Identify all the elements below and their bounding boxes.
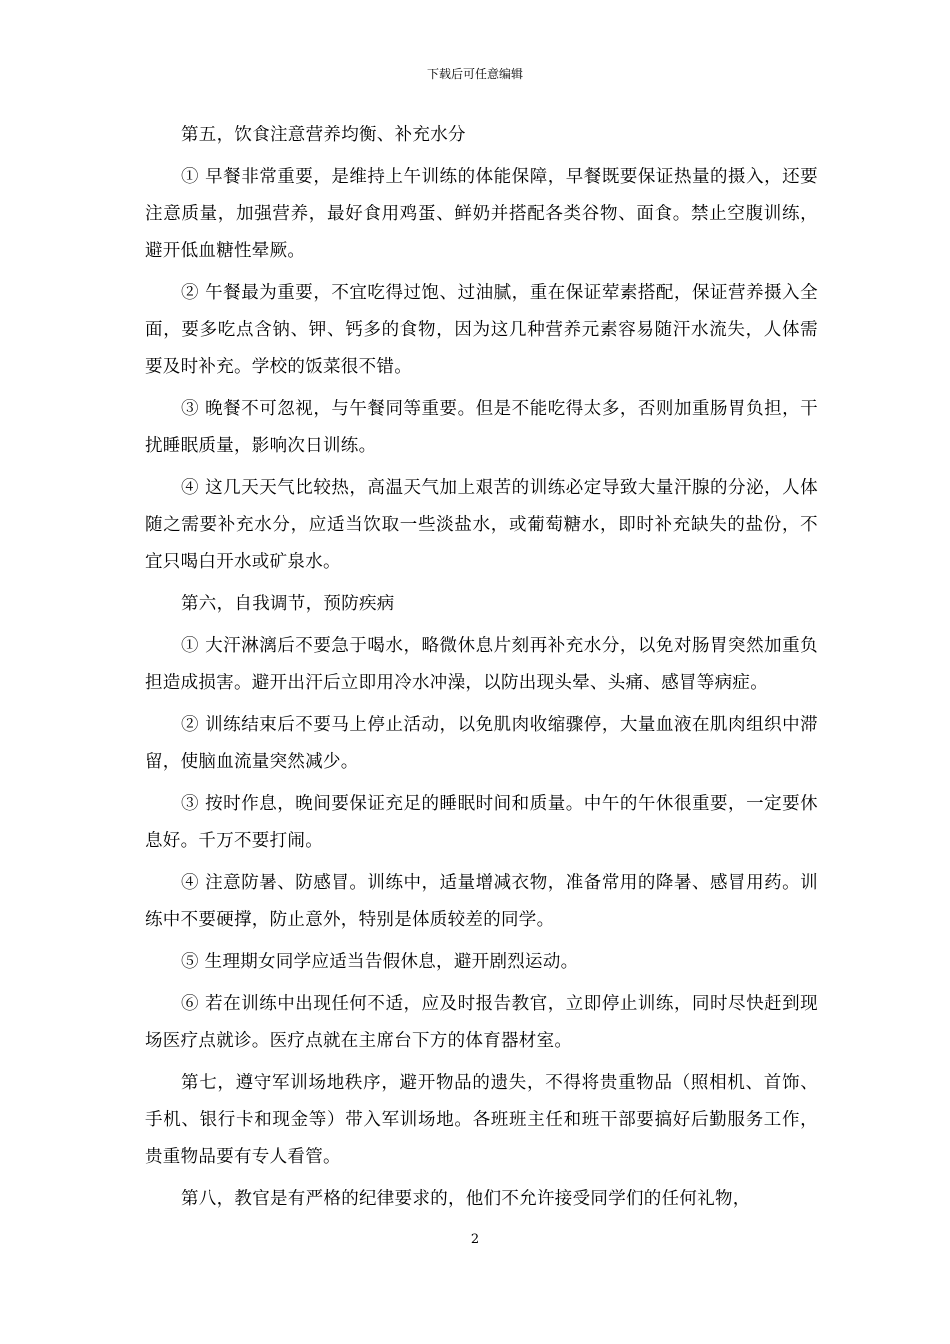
page-number: 2 <box>470 1232 480 1247</box>
section-heading-5: 第五，饮食注意营养均衡、补充水分 <box>181 125 466 145</box>
section-heading-6: 第六，自我调节，预防疾病 <box>181 594 395 614</box>
paragraph: ① 大汗淋漓后不要急于喝水，略微休息片刻再补充水分，以免对肠胃突然加重负担造成损害。避开出汗后立即用冷水冲澡，以防出现头晕、头痛、感冒等病症。 <box>145 636 818 693</box>
section-7: 第七，遵守军训场地秩序，避开物品的遗失，不得将贵重物品（照相机、首饰、手机、银行卡和现金等）带入军训场地。各班班主任和班干部要搞好后勤服务工作，贵重物品要有专人看管。 <box>145 1073 818 1167</box>
paragraph: ③ 晚餐不可忽视，与午餐同等重要。但是不能吃得太多，否则加重肠胃负担，干扰睡眠质量，影响次日训练。 <box>145 399 818 456</box>
paragraph: ⑥ 若在训练中出现任何不适，应及时报告教官，立即停止训练，同时尽快赶到现场医疗点就诊。医疗点就在主席台下方的体育器材室。 <box>145 994 818 1051</box>
page-header: 下载后可任意编辑 <box>426 67 523 81</box>
section-8: 第八，教官是有严格的纪律要求的，他们不允许接受同学们的任何礼物， <box>181 1189 751 1209</box>
paragraph: ④ 这几天天气比较热，高温天气加上艰苦的训练必定导致大量汗腺的分泌，人体随之需要补充水分，应适当饮取一些淡盐水，或葡萄糖水，即时补充缺失的盐份，不宜只喝白开水或矿泉水。 <box>145 478 818 572</box>
paragraph: ② 午餐最为重要，不宜吃得过饱、过油腻，重在保证荤素搭配，保证营养摄入全面，要多吃点含钠、钾、钙多的食物，因为这几种营养元素容易随汗水流失，人体需要及时补充。学校的饭菜很不错。 <box>145 283 818 377</box>
paragraph: ① 早餐非常重要，是维持上午训练的体能保障，早餐既要保证热量的摄入，还要注意质量，加强营养，最好食用鸡蛋、鲜奶并搭配各类谷物、面食。禁止空腹训练，避开低血糖性晕厥。 <box>145 167 818 261</box>
paragraph: ③ 按时作息，晚间要保证充足的睡眠时间和质量。中午的午休很重要，一定要休息好。千万不要打闹。 <box>145 794 818 851</box>
document-body <box>145 117 818 1223</box>
paragraph: ② 训练结束后不要马上停止活动，以免肌肉收缩骤停，大量血液在肌肉组织中滞留，使脑血流量突然减少。 <box>145 715 818 772</box>
paragraph: ⑤ 生理期女同学应适当告假休息，避开剧烈运动。 <box>181 952 579 972</box>
paragraph: ④ 注意防暑、防感冒。训练中，适量增减衣物，准备常用的降暑、感冒用药。训练中不要硬撑，防止意外，特别是体质较差的同学。 <box>145 873 818 930</box>
